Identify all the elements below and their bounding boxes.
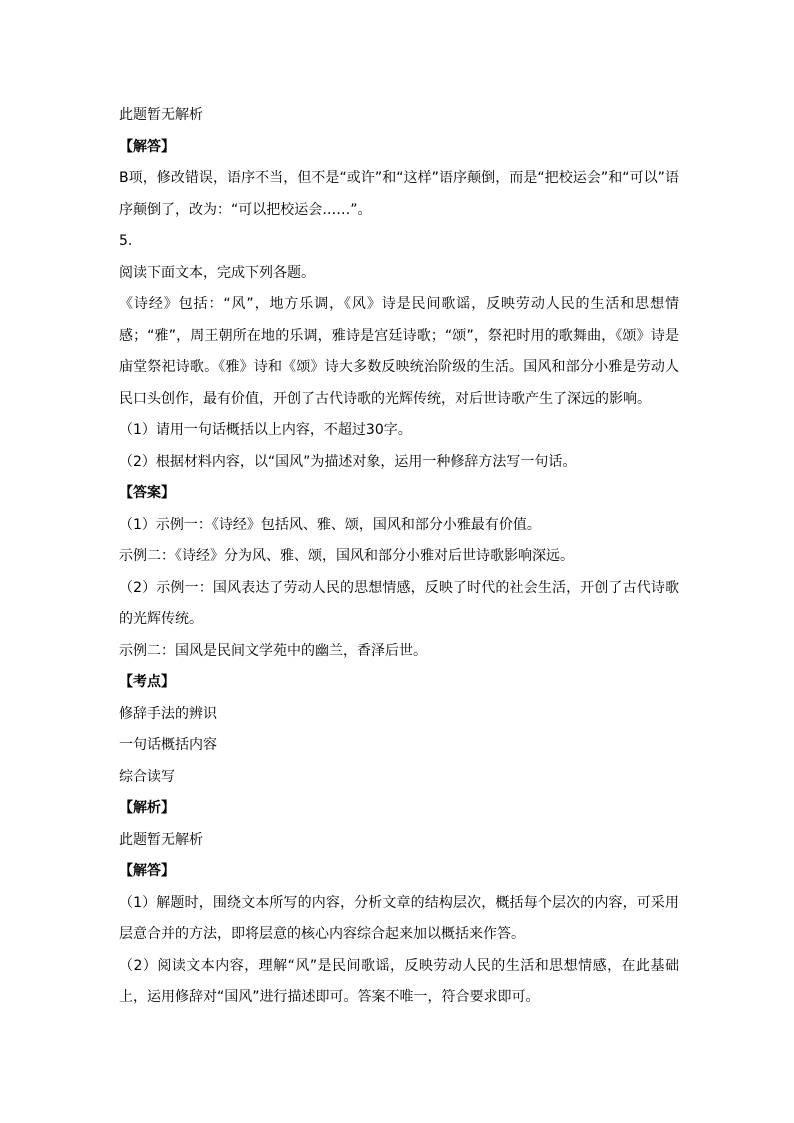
document-page (119, 100, 679, 1014)
answer-line: 示例二：《诗经》分为风、雅、颂，国风和部分小雅对后世诗歌影响深远。 (119, 548, 574, 564)
prev-analysis-text: 此题暂无解析 (119, 107, 203, 123)
prev-answer-heading: 【解答】 (119, 138, 175, 155)
analysis-text: 此题暂无解析 (119, 831, 203, 848)
sub-question: （1）请用一句话概括以上内容，不超过30字。 (119, 422, 412, 438)
solution-line: （1）解题时，围绕文本所写的内容，分析文章的结构层次，概括每个层次的内容，可采用层意合并的方法，即将层意的核心内容综合起来加以概括来作答。 (119, 894, 679, 942)
answer-line: （2）示例一：国风表达了劳动人民的思想情感，反映了时代的社会生活，开创了古代诗歌的光辉传统。 (119, 579, 679, 627)
analysis-heading: 【解析】 (119, 800, 175, 816)
solution-heading: 【解答】 (119, 863, 175, 879)
prev-answer-text: B项，修改错误，语序不当，但不是“或许”和“这样”语序颠倒，而是“把校运会”和“可以”语序颠倒了，改为：“可以把校运会……”。 (119, 170, 679, 218)
kaodian-item: 一句话概括内容 (119, 737, 217, 753)
question-instruction: 阅读下面文本，完成下列各题。 (119, 264, 315, 281)
answer-line: 示例二：国风是民间文学苑中的幽兰，香泽后世。 (119, 642, 427, 659)
kaodian-item: 综合读写 (119, 768, 175, 785)
answer-line: （1）示例一：《诗经》包括风、雅、颂，国风和部分小雅最有价值。 (119, 516, 541, 533)
answer-heading: 【答案】 (119, 485, 175, 501)
question-number: 5. (119, 233, 133, 249)
sub-question: （2）根据材料内容，以“国风”为描述对象，运用一种修辞方法写一句话。 (119, 453, 577, 470)
solution-line: （2）阅读文本内容，理解“风”是民间歌谣，反映劳动人民的生活和思想情感，在此基础上，运用修辞对“国风”进行描述即可。答案不唯一，符合要求即可。 (119, 957, 679, 1005)
question-passage: 《诗经》包括：“风”，地方乐调，《风》诗是民间歌谣，反映劳动人民的生活和思想情感；“雅”，周王朝所在地的乐调，雅诗是宫廷诗歌；“颂”，祭祀时用的歌舞曲，《颂》诗是庙堂祭祀诗歌。《雅》诗和《颂》诗大多数反映统治阶级的生活。国风和部分小雅是劳动人民口头创作，最有价值，开创了古代诗歌的光辉传统，对后世诗歌产生了深远的影响。 (119, 296, 679, 407)
kaodian-item: 修辞手法的辨识 (119, 705, 217, 722)
kaodian-heading: 【考点】 (119, 674, 175, 690)
